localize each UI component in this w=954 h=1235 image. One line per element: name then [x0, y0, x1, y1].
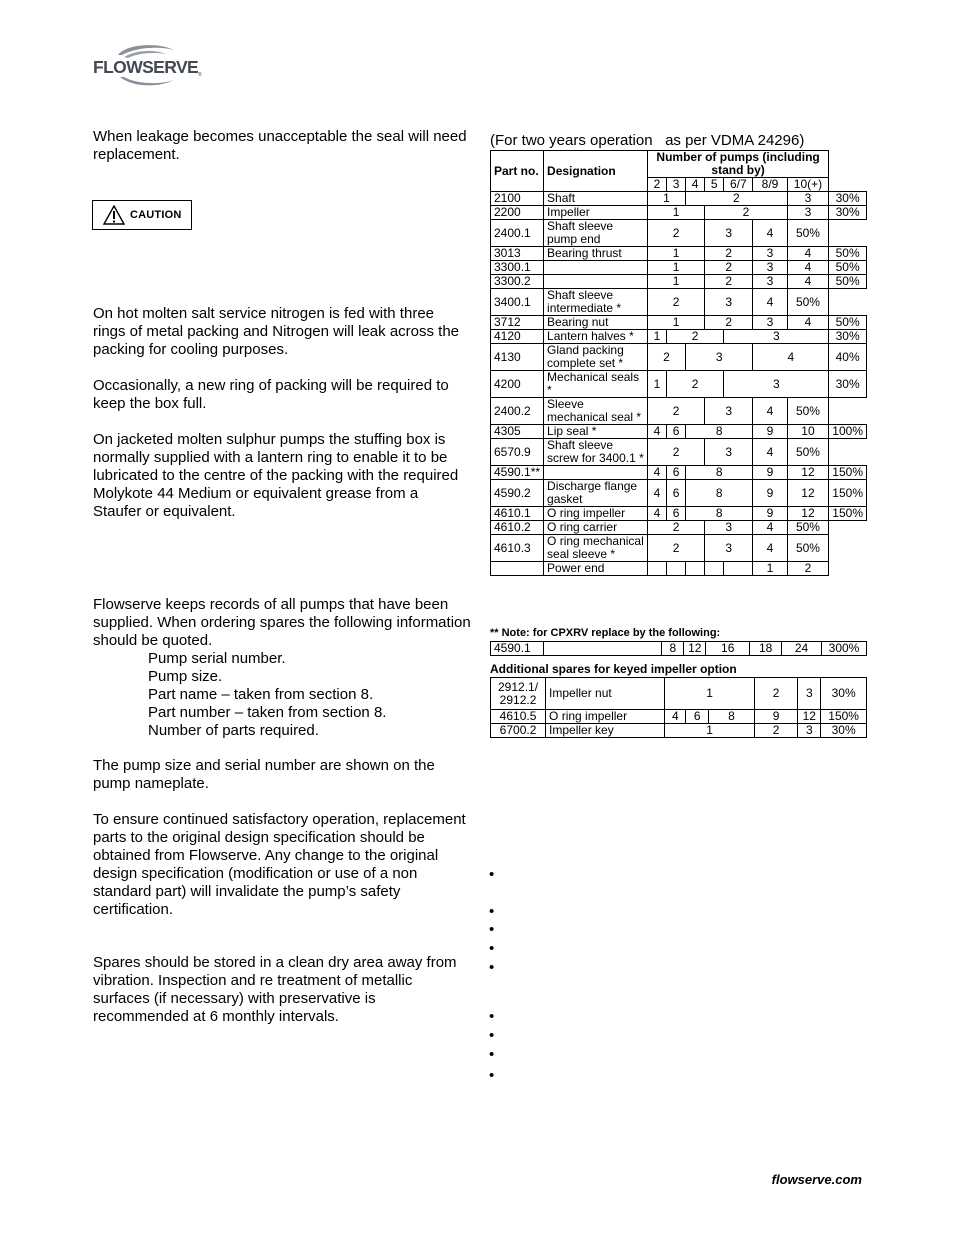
- bullet-marker: •: [489, 1046, 495, 1063]
- qty-cell: 2: [647, 344, 685, 371]
- bullet-marker: •: [489, 1027, 495, 1044]
- qty-cell: 4: [753, 220, 787, 247]
- qty-cell: 2: [705, 275, 753, 289]
- qty-cell: 1: [647, 330, 666, 344]
- qty-cell: 3: [753, 261, 787, 275]
- qty-cell: 4: [647, 480, 666, 507]
- part-number: 6700.2: [491, 724, 546, 738]
- qty-cell: 4: [787, 275, 829, 289]
- part-designation: Bearing thrust: [544, 247, 648, 261]
- qty-cell: 3: [798, 724, 821, 738]
- qty-cell: 2: [705, 247, 753, 261]
- spares-table: [490, 150, 867, 576]
- table-row: [491, 642, 867, 656]
- table-row: [491, 220, 867, 247]
- table-row: [491, 316, 867, 330]
- part-number: 4610.5: [491, 710, 546, 724]
- table-row: [491, 724, 867, 738]
- footer-url-link[interactable]: flowserve.com: [771, 1172, 862, 1187]
- part-number: 3300.2: [491, 275, 544, 289]
- bullet-marker: •: [489, 866, 495, 883]
- part-designation: O ring mechanical seal sleeve *: [544, 535, 648, 562]
- qty-cell: 2: [705, 206, 787, 220]
- table-row: [491, 562, 867, 576]
- qty-cell: 6: [666, 425, 685, 439]
- keyed-impeller-table: [490, 677, 867, 738]
- qty-cell: 300%: [821, 642, 866, 656]
- qty-cell: 50%: [787, 535, 829, 562]
- qty-cell: 1: [647, 192, 685, 206]
- part-designation: [543, 642, 661, 656]
- table-row: [491, 371, 867, 398]
- qty-cell: 2: [754, 678, 798, 710]
- bullet-marker: •: [489, 1067, 495, 1084]
- qty-cell: 3: [705, 521, 753, 535]
- qty-cell: 2: [705, 261, 753, 275]
- qty-cell: 4: [753, 535, 787, 562]
- nitrogen-paragraph: On hot molten salt service nitrogen is fed with three rings of metal packing and Nitrogen will leak across the packing for cooling purposes.: [93, 305, 460, 358]
- part-designation: Impeller key: [546, 724, 665, 738]
- table-row: [491, 710, 867, 724]
- qty-cell: [724, 562, 753, 576]
- logo-wordmark: FLOWSERVE: [93, 57, 199, 77]
- part-number: 4610.2: [491, 521, 544, 535]
- qty-cell: 4: [647, 425, 666, 439]
- qty-cell: 30%: [829, 330, 867, 344]
- qty-cell: 12: [684, 642, 706, 656]
- qty-cell: 3: [753, 247, 787, 261]
- qty-cell: [686, 562, 705, 576]
- qty-cell: 2: [705, 316, 753, 330]
- part-number: 2400.1: [491, 220, 544, 247]
- part-designation: Discharge flange gasket: [544, 480, 648, 507]
- qty-cell: 50%: [787, 220, 829, 247]
- qty-cell: [647, 562, 666, 576]
- qty-cell: 3: [686, 344, 753, 371]
- part-designation: Shaft: [544, 192, 648, 206]
- qty-cell: 9: [753, 480, 787, 507]
- table-row: [491, 261, 867, 275]
- table-row: [491, 507, 867, 521]
- qty-cell: 4: [647, 466, 666, 480]
- cpxrv-note-title: ** Note: for CPXRV replace by the following:: [490, 627, 721, 639]
- qty-cell: 6: [666, 480, 685, 507]
- table-row: [491, 344, 867, 371]
- qty-cell: 2: [647, 398, 704, 425]
- part-designation: [544, 275, 648, 289]
- part-designation: Impeller: [544, 206, 648, 220]
- qty-cell: 50%: [829, 316, 867, 330]
- header-count: 2: [647, 178, 666, 192]
- qty-cell: 3: [753, 275, 787, 289]
- qty-cell: 18: [750, 642, 782, 656]
- part-number: 4590.1: [491, 642, 544, 656]
- qty-cell: 30%: [829, 206, 867, 220]
- qty-cell: 50%: [787, 289, 829, 316]
- part-designation: Shaft sleeve intermediate *: [544, 289, 648, 316]
- qty-cell: 4: [787, 247, 829, 261]
- qty-cell: 50%: [829, 247, 867, 261]
- table-row: [491, 439, 867, 466]
- qty-cell: 2: [647, 220, 704, 247]
- quote-item: Part number – taken from section 8.: [148, 704, 387, 721]
- qty-cell: 6: [666, 507, 685, 521]
- qty-cell: 8: [662, 642, 684, 656]
- qty-cell: 2: [666, 330, 723, 344]
- table-row: [491, 330, 867, 344]
- header-count: 5: [705, 178, 724, 192]
- header-count: 3: [666, 178, 685, 192]
- part-designation: O ring impeller: [544, 507, 648, 521]
- qty-cell: 6: [666, 466, 685, 480]
- qty-cell: 150%: [829, 466, 867, 480]
- qty-cell: 50%: [787, 439, 829, 466]
- qty-cell: 9: [753, 466, 787, 480]
- table-row: [491, 289, 867, 316]
- qty-cell: 4: [753, 344, 829, 371]
- table-row: [491, 466, 867, 480]
- qty-cell: 2: [647, 521, 704, 535]
- qty-cell: 12: [787, 507, 829, 521]
- qty-cell: 1: [647, 261, 704, 275]
- bullet-marker: •: [489, 1008, 495, 1025]
- bullet-marker: •: [489, 903, 495, 920]
- qty-cell: 3: [787, 192, 829, 206]
- qty-cell: 9: [753, 425, 787, 439]
- nameplate-paragraph: The pump size and serial number are shown on the pump nameplate.: [93, 757, 435, 792]
- qty-cell: 8: [709, 710, 755, 724]
- qty-cell: 4: [647, 507, 666, 521]
- part-number: 2200: [491, 206, 544, 220]
- qty-cell: 1: [665, 724, 754, 738]
- part-number: 4610.1: [491, 507, 544, 521]
- qty-cell: 50%: [829, 275, 867, 289]
- part-number: 2912.1/ 2912.2: [491, 678, 546, 710]
- part-number: 4200: [491, 371, 544, 398]
- qty-cell: [666, 562, 685, 576]
- part-designation: Bearing nut: [544, 316, 648, 330]
- qty-cell: 2: [787, 562, 829, 576]
- qty-cell: 8: [686, 466, 753, 480]
- part-designation: Gland packing complete set *: [544, 344, 648, 371]
- table-row: [491, 398, 867, 425]
- qty-cell: 8: [686, 425, 753, 439]
- part-number: 4305: [491, 425, 544, 439]
- part-number: 2400.2: [491, 398, 544, 425]
- qty-cell: 4: [753, 289, 787, 316]
- part-number: 4590.2: [491, 480, 544, 507]
- part-number: 3712: [491, 316, 544, 330]
- qty-cell: 4: [787, 261, 829, 275]
- part-number: 3400.1: [491, 289, 544, 316]
- part-designation: Shaft sleeve pump end: [544, 220, 648, 247]
- qty-cell: 3: [705, 220, 753, 247]
- header-count: 4: [686, 178, 705, 192]
- part-designation: Impeller nut: [546, 678, 665, 710]
- new-ring-paragraph: Occasionally, a new ring of packing will be required to keep the box full.: [93, 377, 449, 412]
- part-number: 4130: [491, 344, 544, 371]
- part-designation: [544, 466, 648, 480]
- part-number: 3013: [491, 247, 544, 261]
- part-designation: Lip seal *: [544, 425, 648, 439]
- bullet-marker: •: [489, 940, 495, 957]
- qty-cell: 3: [705, 398, 753, 425]
- qty-cell: 4: [753, 439, 787, 466]
- qty-cell: 4: [753, 398, 787, 425]
- bullet-marker: •: [489, 921, 495, 938]
- table-row: [491, 247, 867, 261]
- qty-cell: 2: [666, 371, 723, 398]
- keyed-impeller-title: Additional spares for keyed impeller option: [490, 662, 737, 676]
- qty-cell: 2: [754, 724, 798, 738]
- qty-cell: 3: [787, 206, 829, 220]
- part-number: 4590.1**: [491, 466, 544, 480]
- qty-cell: 4: [787, 316, 829, 330]
- qty-cell: 8: [686, 480, 753, 507]
- qty-cell: [705, 562, 724, 576]
- table-row: [491, 480, 867, 507]
- qty-cell: 2: [647, 289, 704, 316]
- header-count: 8/9: [753, 178, 787, 192]
- qty-cell: 1: [753, 562, 787, 576]
- part-designation: Mechanical seals *: [544, 371, 648, 398]
- qty-cell: 150%: [829, 507, 867, 521]
- part-number: 2100: [491, 192, 544, 206]
- leakage-paragraph: When leakage becomes unacceptable the seal will need replacement.: [93, 128, 467, 163]
- qty-cell: 3: [753, 316, 787, 330]
- spares-table-caption: (For two years operation as per VDMA 24296): [490, 132, 805, 149]
- table-row: [491, 425, 867, 439]
- part-number: [491, 562, 544, 576]
- qty-cell: 2: [686, 192, 788, 206]
- header-count: 10(+): [787, 178, 829, 192]
- qty-cell: 3: [724, 371, 829, 398]
- qty-cell: 30%: [829, 192, 867, 206]
- qty-cell: 100%: [829, 425, 867, 439]
- qty-cell: 150%: [821, 710, 867, 724]
- qty-cell: 8: [686, 507, 753, 521]
- qty-cell: 4: [753, 521, 787, 535]
- part-number: 4120: [491, 330, 544, 344]
- qty-cell: 16: [706, 642, 750, 656]
- qty-cell: 50%: [787, 398, 829, 425]
- table-row: [491, 521, 867, 535]
- qty-cell: 3: [705, 535, 753, 562]
- quote-item: Pump size.: [148, 668, 223, 685]
- qty-cell: 12: [787, 480, 829, 507]
- qty-cell: 3: [705, 289, 753, 316]
- part-designation: Power end: [544, 562, 648, 576]
- qty-cell: 9: [754, 710, 798, 724]
- qty-cell: 2: [647, 439, 704, 466]
- qty-cell: 150%: [829, 480, 867, 507]
- warning-triangle-icon: [103, 205, 125, 225]
- table-row: [491, 678, 867, 710]
- header-number-of-pumps: Number of pumps (including stand by): [647, 151, 828, 178]
- qty-cell: 30%: [821, 678, 867, 710]
- qty-cell: 3: [705, 439, 753, 466]
- registered-mark: ®: [198, 72, 202, 78]
- sulphur-paragraph: On jacketed molten sulphur pumps the stuffing box is normally supplied with a lantern ring to enable it to be lubricated to the centre of the packing with the required Molykote 44 Medium or equivalent grease from a Staufer or equivalent.: [93, 431, 459, 520]
- part-designation: Shaft sleeve screw for 3400.1 *: [544, 439, 648, 466]
- cpxrv-table: [490, 641, 867, 656]
- part-designation: [544, 261, 648, 275]
- qty-cell: 1: [647, 206, 704, 220]
- header-part-no: Part no.: [491, 151, 544, 192]
- part-designation: O ring carrier: [544, 521, 648, 535]
- storage-paragraph: Spares should be stored in a clean dry area away from vibration. Inspection and re treatment of metallic surfaces (if necessary) with preservative is recommended at 6 monthly intervals.: [93, 954, 457, 1025]
- table-row: [491, 206, 867, 220]
- qty-cell: 30%: [829, 371, 867, 398]
- qty-cell: 30%: [821, 724, 867, 738]
- part-designation: Lantern halves *: [544, 330, 648, 344]
- caution-box: [92, 200, 192, 230]
- qty-cell: 50%: [787, 521, 829, 535]
- qty-cell: 40%: [829, 344, 867, 371]
- qty-cell: 2: [647, 535, 704, 562]
- qty-cell: 4: [665, 710, 686, 724]
- qty-cell: 1: [647, 275, 704, 289]
- flowserve-logo-mark: [92, 42, 204, 88]
- quote-item: Part name – taken from section 8.: [148, 686, 374, 703]
- part-number: 3300.1: [491, 261, 544, 275]
- header-designation: Designation: [544, 151, 648, 192]
- quote-item: Pump serial number.: [148, 650, 286, 667]
- quote-item: Number of parts required.: [148, 722, 319, 739]
- part-number: 6570.9: [491, 439, 544, 466]
- table-row: [491, 535, 867, 562]
- bullet-marker: •: [489, 959, 495, 976]
- qty-cell: 1: [647, 247, 704, 261]
- table-row: [491, 192, 867, 206]
- qty-cell: 3: [798, 678, 821, 710]
- table-row: [491, 275, 867, 289]
- qty-cell: 12: [798, 710, 821, 724]
- caution-label: CAUTION: [130, 209, 182, 221]
- qty-cell: 1: [665, 678, 754, 710]
- qty-cell: 12: [787, 466, 829, 480]
- qty-cell: 9: [753, 507, 787, 521]
- part-number: 4610.3: [491, 535, 544, 562]
- part-designation: O ring impeller: [546, 710, 665, 724]
- flowserve-logo: [92, 42, 204, 88]
- qty-cell: 3: [724, 330, 829, 344]
- qty-cell: 1: [647, 371, 666, 398]
- qty-cell: 24: [782, 642, 822, 656]
- qty-cell: 10: [787, 425, 829, 439]
- qty-cell: 50%: [829, 261, 867, 275]
- header-count: 6/7: [724, 178, 753, 192]
- records-paragraph: Flowserve keeps records of all pumps that have been supplied. When ordering spares the following information should be quoted.: [93, 596, 471, 649]
- qty-cell: 6: [686, 710, 709, 724]
- ensure-paragraph: To ensure continued satisfactory operation, replacement parts to the original design specification should be obtained from Flowserve. Any change to the original design specification (modification or use of a non standard part) will invalidate the pump’s safety certification.: [93, 811, 466, 918]
- table-header-row: [491, 151, 867, 178]
- part-designation: Sleeve mechanical seal *: [544, 398, 648, 425]
- qty-cell: 1: [647, 316, 704, 330]
